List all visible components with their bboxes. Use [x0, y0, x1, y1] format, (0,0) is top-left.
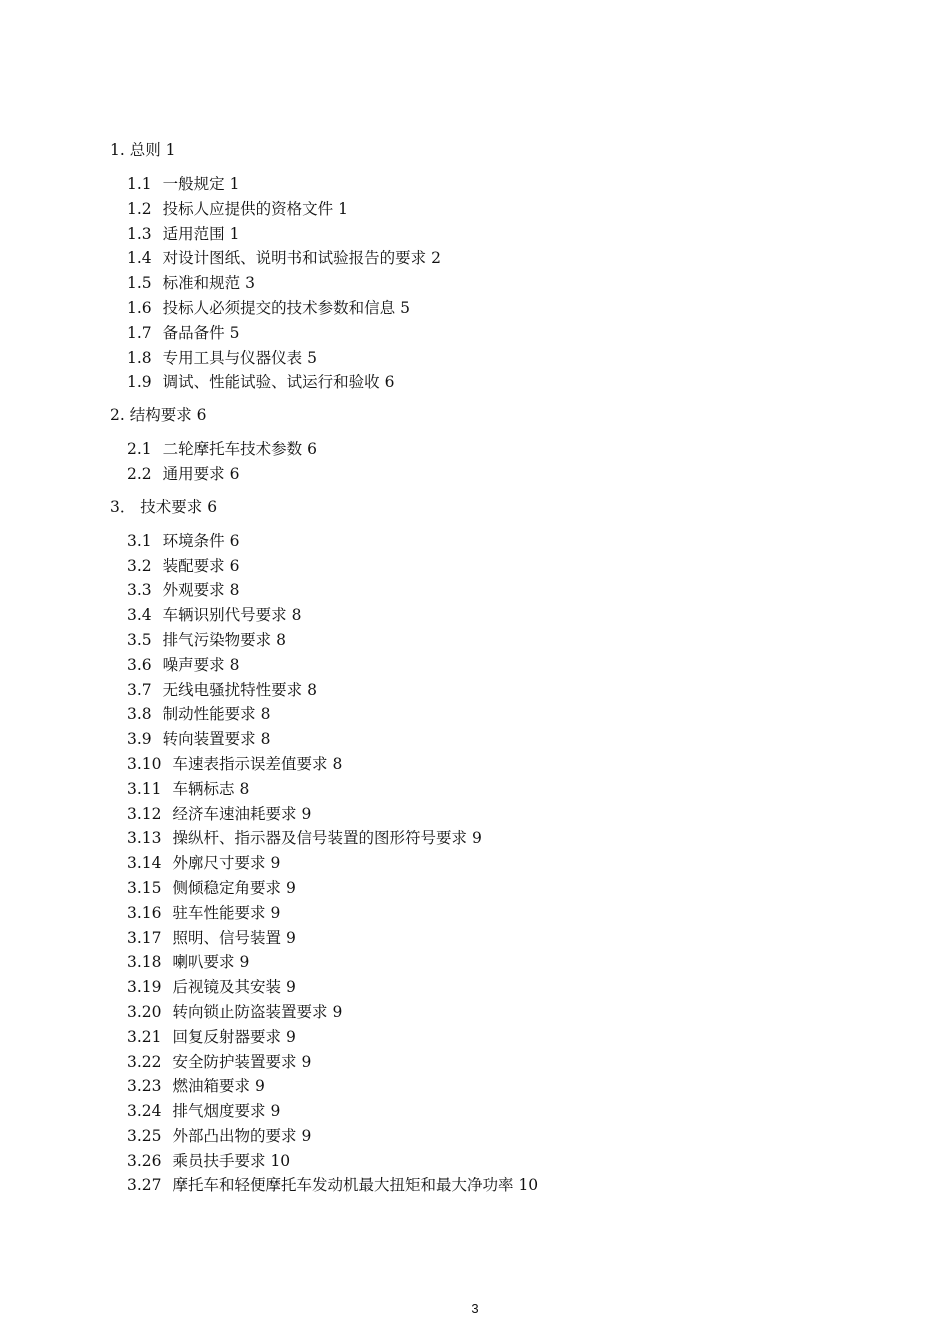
toc-entry-number: 3.16 — [127, 903, 162, 922]
toc-entry-number: 3.20 — [127, 1002, 162, 1021]
toc-entry-text: 备品备件 5 — [162, 323, 240, 342]
toc-entry-text: 喇叭要求 9 — [172, 953, 250, 972]
toc-entry-text: 回复反射器要求 9 — [172, 1027, 296, 1046]
toc-entry[interactable] — [127, 172, 870, 197]
toc-entry-text: 二轮摩托车技术参数 6 — [162, 440, 317, 459]
toc-entry-number: 3.6 — [127, 655, 152, 674]
toc-entry[interactable] — [127, 462, 870, 487]
toc-entry-text: 环境条件 6 — [162, 531, 240, 550]
toc-entry-text: 操纵杆、指示器及信号装置的图形符号要求 9 — [172, 829, 482, 848]
toc-entry-number: 3.27 — [127, 1176, 162, 1195]
toc-entry-text: 调试、性能试验、试运行和验收 6 — [162, 373, 395, 392]
toc-entry-text: 外部凸出物的要求 9 — [172, 1126, 312, 1145]
toc-entry-number: 1.2 — [127, 199, 152, 218]
toc-entry-text: 无线电骚扰特性要求 8 — [162, 680, 317, 699]
toc-entry-number: 3.26 — [127, 1151, 162, 1170]
toc-entry[interactable] — [127, 1149, 870, 1174]
toc-entry[interactable] — [127, 653, 870, 678]
toc-entry-number: 3.11 — [127, 779, 162, 798]
toc-entry[interactable] — [127, 529, 870, 554]
toc-section-title[interactable]: 3． 技术要求 6 — [110, 497, 218, 516]
toc-entry-number: 3.24 — [127, 1102, 162, 1121]
toc-entry-number: 3.2 — [127, 556, 152, 575]
toc-entry-number: 3.1 — [127, 531, 152, 550]
toc-entry-number: 1.6 — [127, 298, 152, 317]
toc-entry[interactable] — [127, 777, 870, 802]
toc-entry-text: 一般规定 1 — [162, 175, 240, 193]
toc-entry-text: 安全防护装置要求 9 — [172, 1052, 312, 1071]
toc-entry-number: 1.5 — [127, 274, 152, 293]
toc-entry-text: 投标人应提供的资格文件 1 — [162, 199, 348, 218]
toc-entry[interactable] — [127, 578, 870, 603]
toc-entry[interactable] — [127, 727, 870, 752]
toc-entry[interactable] — [127, 628, 870, 653]
toc-entry-number: 3.23 — [127, 1077, 162, 1096]
toc-entry[interactable] — [127, 1173, 870, 1198]
toc-entry[interactable] — [127, 826, 870, 851]
toc-entry[interactable] — [127, 975, 870, 1000]
toc-entry-number: 1.3 — [127, 224, 152, 243]
toc-entry[interactable] — [127, 926, 870, 951]
toc-section-title[interactable]: 1. 总则 1 — [110, 141, 176, 159]
toc-entry-text: 转向装置要求 8 — [162, 730, 271, 749]
toc-entry[interactable] — [127, 1074, 870, 1099]
toc-entry-text: 适用范围 1 — [162, 224, 240, 243]
toc-entry-number: 3.4 — [127, 606, 152, 625]
page-number: 3 — [471, 1301, 479, 1316]
toc-entry[interactable] — [127, 271, 870, 296]
toc-entry-number: 3.8 — [127, 705, 152, 724]
toc-entry-text: 燃油箱要求 9 — [172, 1077, 265, 1096]
toc-entry-number: 1.8 — [127, 348, 152, 367]
toc-entry-text: 外廓尺寸要求 9 — [172, 854, 281, 873]
toc-entry[interactable] — [127, 296, 870, 321]
table-of-contents — [110, 138, 870, 1206]
toc-entry[interactable] — [127, 678, 870, 703]
toc-entry-number: 3.15 — [127, 878, 162, 897]
toc-entry-text: 外观要求 8 — [162, 581, 240, 600]
toc-entry-number: 3.12 — [127, 804, 162, 823]
toc-entry-number: 2.2 — [127, 464, 152, 483]
toc-entry[interactable] — [127, 437, 870, 462]
toc-entry-text: 车速表指示误差值要求 8 — [172, 754, 343, 773]
toc-entry-text: 转向锁止防盗装置要求 9 — [172, 1002, 343, 1021]
toc-entry[interactable] — [127, 876, 870, 901]
toc-entry-text: 照明、信号装置 9 — [172, 928, 296, 947]
toc-entry[interactable] — [127, 554, 870, 579]
toc-entry-number: 3.10 — [127, 754, 162, 773]
toc-entry[interactable] — [127, 752, 870, 777]
toc-section-1 — [110, 138, 870, 395]
toc-entry-text: 车辆标志 8 — [172, 779, 250, 798]
toc-entry-number: 3.3 — [127, 581, 152, 600]
toc-entry-text: 通用要求 6 — [162, 464, 240, 483]
toc-entry[interactable] — [127, 197, 870, 222]
toc-entry-number: 2.1 — [127, 440, 152, 459]
toc-entry-number: 3.25 — [127, 1126, 162, 1145]
toc-entry[interactable] — [127, 1050, 870, 1075]
toc-entry[interactable] — [127, 346, 870, 371]
toc-entry-text: 对设计图纸、说明书和试验报告的要求 2 — [162, 249, 441, 268]
toc-entry-text: 噪声要求 8 — [162, 655, 240, 674]
toc-entry-text: 经济车速油耗要求 9 — [172, 804, 312, 823]
toc-entry-number: 3.21 — [127, 1027, 162, 1046]
toc-entry-number: 3.17 — [127, 928, 162, 947]
toc-entry-text: 后视镜及其安装 9 — [172, 978, 296, 997]
toc-entry[interactable] — [127, 901, 870, 926]
toc-entry-number: 3.18 — [127, 953, 162, 972]
toc-entry-number: 1.7 — [127, 323, 152, 342]
toc-entry-number: 3.7 — [127, 680, 152, 699]
toc-section-title[interactable]: 2. 结构要求 6 — [110, 406, 207, 425]
toc-entry-number: 3.14 — [127, 854, 162, 873]
toc-entry-text: 专用工具与仪器仪表 5 — [162, 348, 317, 367]
toc-entry-text: 投标人必须提交的技术参数和信息 5 — [162, 298, 410, 317]
toc-section-2 — [110, 403, 870, 487]
toc-entry-number: 1.9 — [127, 373, 152, 392]
toc-entry[interactable] — [127, 1099, 870, 1124]
toc-entry[interactable] — [127, 851, 870, 876]
toc-entry[interactable] — [127, 1025, 870, 1050]
toc-entry[interactable] — [127, 246, 870, 271]
toc-entry-text: 驻车性能要求 9 — [172, 903, 281, 922]
toc-entry[interactable] — [127, 702, 870, 727]
toc-entry-number: 3.22 — [127, 1052, 162, 1071]
toc-entry[interactable] — [127, 950, 870, 975]
toc-entry[interactable] — [127, 1124, 870, 1149]
toc-entry-number: 3.13 — [127, 829, 162, 848]
toc-entry[interactable] — [127, 1000, 870, 1025]
toc-entry[interactable] — [127, 603, 870, 628]
toc-entry-number: 3.19 — [127, 978, 162, 997]
toc-entry-text: 车辆识别代号要求 8 — [162, 606, 302, 625]
toc-entry-number: 3.9 — [127, 730, 152, 749]
toc-entry-text: 乘员扶手要求 10 — [172, 1151, 291, 1170]
toc-entry-text: 排气烟度要求 9 — [172, 1102, 281, 1121]
toc-entry-text: 装配要求 6 — [162, 556, 240, 575]
toc-entry-number: 1.1 — [127, 175, 152, 193]
toc-entry[interactable] — [127, 222, 870, 247]
toc-entry[interactable] — [127, 370, 870, 395]
toc-entry-number: 1.4 — [127, 249, 152, 268]
toc-section-3 — [110, 495, 870, 1199]
toc-entry-number: 3.5 — [127, 630, 152, 649]
toc-entry-text: 标准和规范 3 — [162, 274, 255, 293]
toc-entry[interactable] — [127, 321, 870, 346]
toc-entry[interactable] — [127, 802, 870, 827]
toc-entry-text: 排气污染物要求 8 — [162, 630, 286, 649]
toc-entry-text: 侧倾稳定角要求 9 — [172, 878, 296, 897]
toc-entry-text: 摩托车和轻便摩托车发动机最大扭矩和最大净功率 10 — [172, 1176, 539, 1195]
toc-entry-text: 制动性能要求 8 — [162, 705, 271, 724]
